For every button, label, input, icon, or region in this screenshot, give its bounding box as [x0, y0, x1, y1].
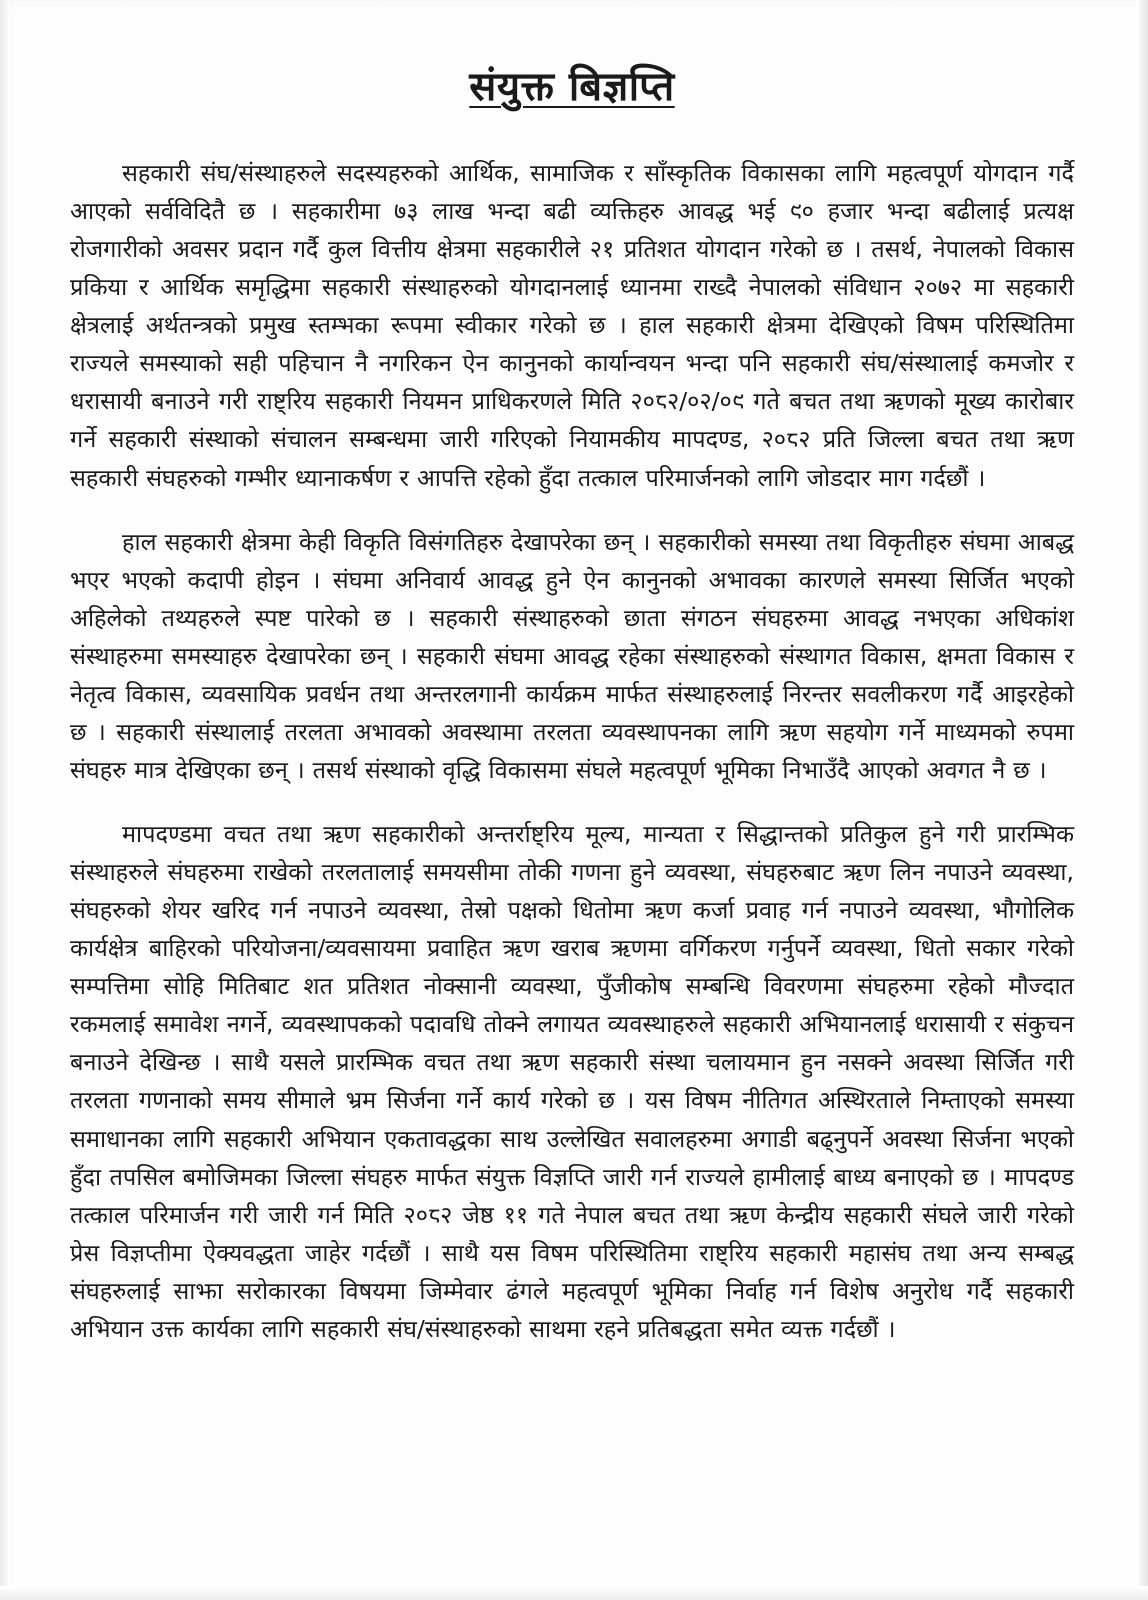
paragraph-3: मापदण्डमा वचत तथा ऋण सहकारीको अन्तर्राष्ट्रिय मूल्य, मान्यता र सिद्धान्तको प्रतिकुल हुने गरी प्रारम्भिक संस्थाहरुले संघहरुमा राखेको तरलतालाई समयसीमा तोकी गणना हुने व्यवस्था, संघहरुबाट ऋण लिन नपाउने व्यवस्था, संघहरुको शेयर खरिद गर्न नपाउने व्यवस्था, तेस्रो पक्षको धितोमा ऋण कर्जा प्रवाह गर्न नपाउने व्यवस्था, भौगोलिक कार्यक्षेत्र बाहिरको परियोजना/व्यवसायमा प्रवाहित ऋण खराब ऋणमा वर्गिकरण गर्नुपर्ने व्यवस्था, धितो सकार गरेको सम्पत्तिमा सोहि मितिबाट शत प्रतिशत नोक्सानी व्यवस्था, पुँजीकोष सम्बन्धि विवरणमा संघहरुमा रहेको मौज्दात रकमलाई समावेश नगर्ने, व्यवस्थापकको पदावधि तोक्ने लगायत व्यवस्थाहरुले सहकारी अभियानलाई धरासायी र संकुचन बनाउने देखिन्छ । साथै यसले प्रारम्भिक वचत तथा ऋण सहकारी संस्था चलायमान हुन नसक्ने अवस्था सिर्जित गरी तरलता गणनाको समय सीमाले भ्रम सिर्जना गर्ने कार्य गरेको छ । यस विषम नीतिगत अस्थिरताले निम्ताएको समस्या समाधानका लागि सहकारी अभियान एकतावद्धका साथ उल्लेखित सवालहरुमा अगाडी बढ्नुपर्ने अवस्था सिर्जना भएको हुँदा तपसिल बमोजिमका जिल्ला संघहरु मार्फत संयुक्त विज्ञप्ति जारी गर्न राज्यले हामीलाई बाध्य बनाएको छ । मापदण्ड तत्काल परिमार्जन गरी जारी गर्न मिति २०८२ जेष्ठ ११ गते नेपाल बचत तथा ऋण केन्द्रीय सहकारी संघले जारी गरेको प्रेस विज्ञप्तीमा ऐक्यवद्धता जाहेर गर्दछौं । साथै यस विषम परिस्थितिमा राष्ट्रिय सहकारी महासंघ तथा अन्य सम्बद्ध संघहरुलाई साझा सरोकारका विषयमा जिम्मेवार ढंगले महत्वपूर्ण भूमिका निर्वाह गर्न विशेष अनुरोध गर्दै सहकारी अभियान उक्त कार्यका लागि सहकारी संघ/संस्थाहरुको साथमा रहने प्रतिबद्धता समेत व्यक्त गर्दछौं ।: [70, 820, 1074, 1343]
document-body: [70, 154, 1074, 1348]
page-edge-bottom: [0, 1586, 1148, 1600]
paragraph-1: सहकारी संघ/संस्थाहरुले सदस्यहरुको आर्थिक, सामाजिक र साँस्कृतिक विकासका लागि महत्वपूर्ण योगदान गर्दै आएको सर्वविदितै छ । सहकारीमा ७३ लाख भन्दा बढी व्यक्तिहरु आवद्ध भई ९० हजार भन्दा बढीलाई प्रत्यक्ष रोजगारीको अवसर प्रदान गर्दै कुल वित्तीय क्षेत्रमा सहकारीले २१ प्रतिशत योगदान गरेको छ । तसर्थ, नेपालको विकास प्रकिया र आर्थिक समृद्धिमा सहकारी संस्थाहरुको योगदानलाई ध्यानमा राख्दै नेपालको संविधान २०७२ मा सहकारी क्षेत्रलाई अर्थतन्त्रको प्रमुख स्तम्भका रूपमा स्वीकार गरेको छ । हाल सहकारी क्षेत्रमा देखिएको विषम परिस्थितिमा राज्यले समस्याको सही पहिचान नै नगरिकन ऐन कानुनको कार्यान्वयन भन्दा पनि सहकारी संघ/संस्थालाई कमजोर र धरासायी बनाउने गरी राष्ट्रिय सहकारी नियमन प्राधिकरणले मिति २०८२/०२/०९ गते बचत तथा ऋणको मूख्य कारोबार गर्ने सहकारी संस्थाको संचालन सम्बन्धमा जारी गरिएको नियामकीय मापदण्ड, २०८२ प्रति जिल्ला बचत तथा ऋण सहकारी संघहरुको गम्भीर ध्यानाकर्षण र आपत्ति रहेको हुँदा तत्काल परिमार्जनको लागि जोडदार माग गर्दछौं ।: [70, 159, 1074, 492]
page-edge-left: [0, 0, 10, 1600]
paragraph-2: हाल सहकारी क्षेत्रमा केही विकृति विसंगतिहरु देखापरेका छन् । सहकारीको समस्या तथा विकृतीहरु संघमा आबद्ध भएर भएको कदापी होइन । संघमा अनिवार्य आवद्ध हुने ऐन कानुनको अभावका कारणले समस्या सिर्जित भएको अहिलेको तथ्यहरुले स्पष्ट पारेको छ । सहकारी संस्थाहरुको छाता संगठन संघहरुमा आवद्ध नभएका अधिकांश संस्थाहरुमा समस्याहरु देखापरेका छन् । सहकारी संघमा आवद्ध रहेका संस्थाहरुको संस्थागत विकास, क्षमता विकास र नेतृत्व विकास, व्यवसायिक प्रवर्धन तथा अन्तरलगानी कार्यक्रम मार्फत संस्थाहरुलाई निरन्तर सवलीकरण गर्दै आइरहेको छ । सहकारी संस्थालाई तरलता अभावको अवस्थामा तरलता व्यवस्थापनका लागि ऋण सहयोग गर्ने माध्यमको रुपमा संघहरु मात्र देखिएका छन् । तसर्थ संस्थाको वृद्धि विकासमा संघले महत्वपूर्ण भूमिका निभाउँदै आएको अवगत नै छ ।: [70, 527, 1074, 784]
page-title: संयुक्त बिज्ञप्ति: [469, 64, 675, 110]
page-edge-right: [1136, 0, 1148, 1600]
